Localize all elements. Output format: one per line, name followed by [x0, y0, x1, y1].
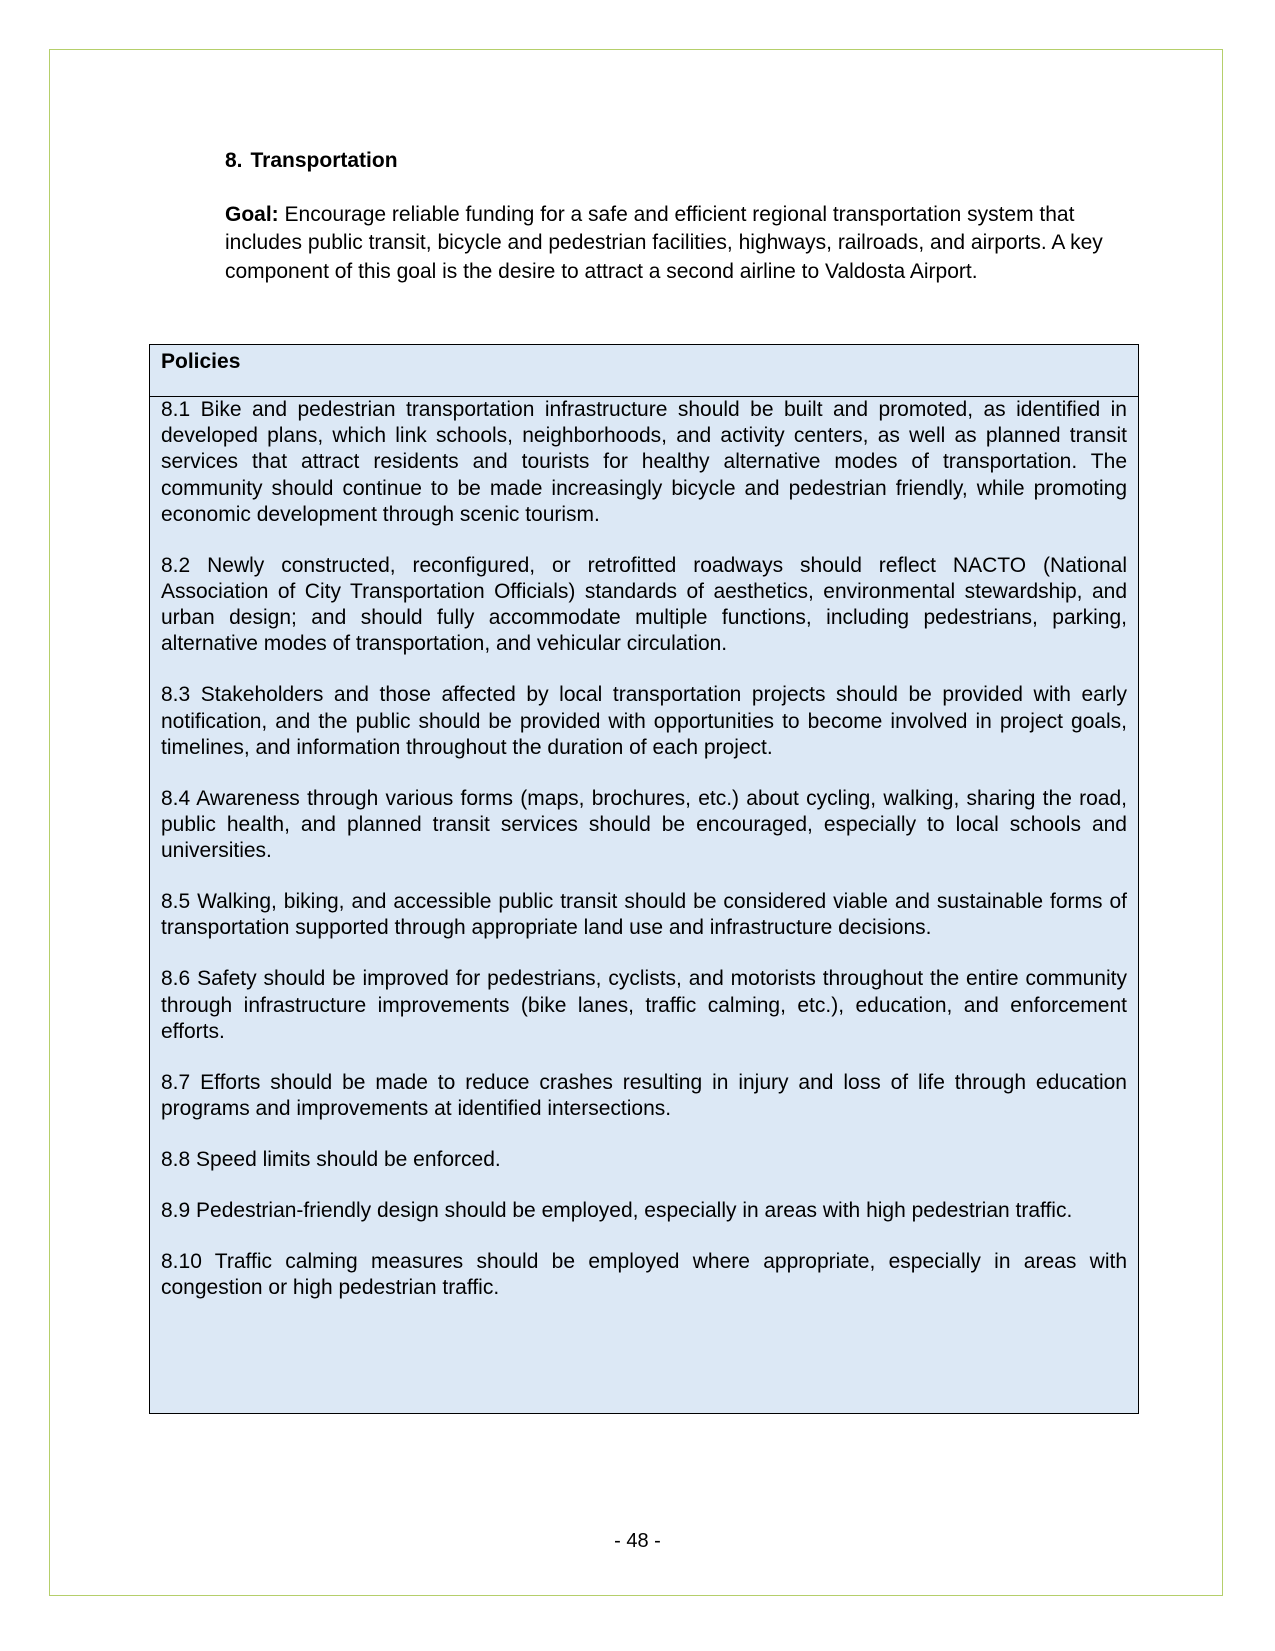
policy-item: 8.1 Bike and pedestrian transportation infrastructure should be built and promoted, as identified in developed plans, which link schools, neighborhoods, and activity centers, as well as planned transit services that attract residents and tourists for healthy alternative modes of transportation. The community should continue to be made increasingly bicycle and pedestrian friendly, while promoting economic development through scenic tourism. [161, 398, 1127, 526]
policies-body [150, 397, 1138, 1301]
page-number: - 48 - [614, 1530, 661, 1552]
policy-item: 8.7 Efforts should be made to reduce crashes resulting in injury and loss of life through education programs and improvements at identified intersections. [161, 1070, 1127, 1121]
policy-item: 8.6 Safety should be improved for pedestrians, cyclists, and motorists throughout the entire community through infrastructure improvements (bike lanes, traffic calming, etc.), education, and enforcement efforts. [161, 967, 1127, 1043]
policy-item: 8.10 Traffic calming measures should be employed where appropriate, especially in areas with congestion or high pedestrian traffic. [161, 1250, 1127, 1300]
section-title: Transportation [250, 149, 398, 172]
policy-item: 8.3 Stakeholders and those affected by local transportation projects should be provided with early notification, and the public should be provided with opportunities to become involved in project goals, timelines, and information throughout the duration of each project. [161, 683, 1127, 759]
policy-item: 8.2 Newly constructed, reconfigured, or retrofitted roadways should reflect NACTO (National Association of City Transportation Officials) standards of aesthetics, environmental stewardship, and urban design; and should fully accommodate multiple functions, including pedestrians, parking, alternative modes of transportation, and vehicular circulation. [161, 553, 1127, 656]
policy-item: 8.5 Walking, biking, and accessible public transit should be considered viable and sustainable forms of transportation supported through appropriate land use and infrastructure decisions. [161, 890, 1127, 940]
policy-item: 8.9 Pedestrian-friendly design should be employed, especially in areas with high pedestrian traffic. [161, 1199, 1073, 1223]
policy-item: 8.4 Awareness through various forms (maps, brochures, etc.) about cycling, walking, sharing the road, public health, and planned transit services should be encouraged, especially to local schools and universities. [161, 786, 1127, 863]
section-number: 8. [225, 149, 243, 172]
goal-paragraph [225, 201, 1125, 286]
policy-item: 8.8 Speed limits should be enforced. [161, 1148, 501, 1172]
policies-table [149, 344, 1139, 1414]
goal-label: Goal: [225, 203, 279, 226]
goal-text: Encourage reliable funding for a safe and efficient regional transportation system that includes public transit, bicycle and pedestrian facilities, highways, railroads, and airports. A key component of this goal is the desire to attract a second airline to Valdosta Airport. [225, 203, 1103, 283]
policies-header: Policies [150, 345, 1138, 397]
section-heading [225, 148, 398, 174]
